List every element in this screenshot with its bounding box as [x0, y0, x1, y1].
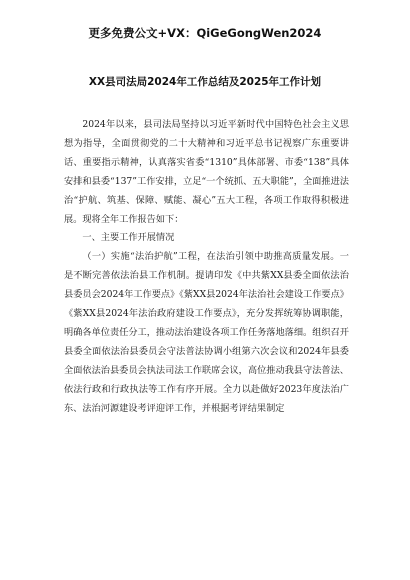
header-note: 更多免费公文+VX：QiGeGongWen2024: [88, 26, 322, 40]
document-body: [64, 116, 349, 419]
subsection-paragraph: （一）实施“法治护航”工程，在法治引领中助推高质量发展。一是不断完善依法治县工作机制。提请印发《中共紫XX县委全面依法治县委员会2024年工作要点》《紫XX县2024年法治社会建设工作要点》《紫XX县2024年法治政府建设工作要点》，充分发挥统筹协调职能，明确各单位责任分工，推动法治建设各项工作任务落地落细。组织召开县委全面依法治县委员会守法普法协调小组第六次会议和2024年县委全面依法治县委员会执法司法工作联席会议，高位推动我县守法普法、依法行政和行政执法等工作有序开展。全力以赴做好2023年度法治广东、法治河源建设考评迎评工作，并根据考评结果制定: [64, 251, 349, 414]
intro-paragraph: 2024年以来，县司法局坚持以习近平新时代中国特色社会主义思想为指导，全面贯彻党的二十大精神和习近平总书记视察广东重要讲话、重要指示精神，认真落实省委“1310”具体部署、市委“138”具体安排和县委“137”工作安排，立足“一个统抓、五大职能”，全面推进法治“护航、筑基、保障、赋能、凝心”五大工程，各项工作取得积极进展。现将全年工作报告如下：: [64, 119, 349, 225]
section-heading: 一、主要工作开展情况: [82, 232, 175, 244]
document-title: XX县司法局2024年工作总结及2025年工作计划: [88, 76, 322, 88]
